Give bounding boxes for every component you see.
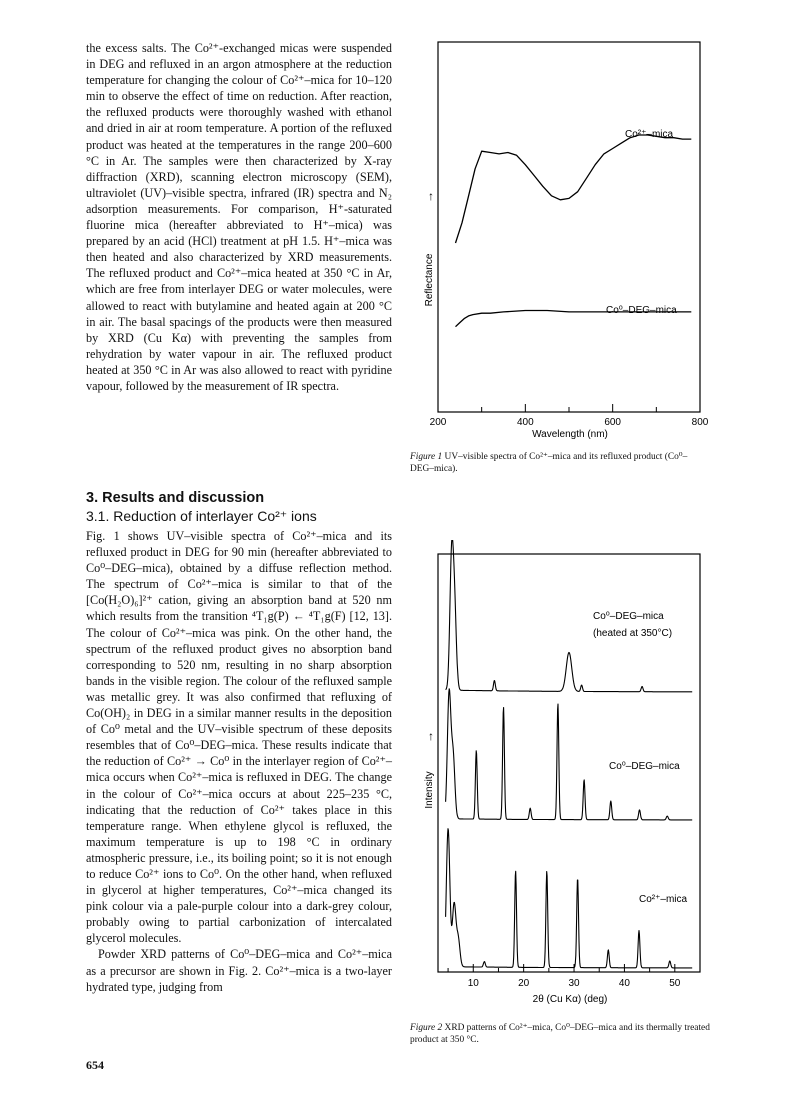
body-paragraph: Powder XRD patterns of Co⁰–DEG–mica and Co²⁺–mica as a precursor are shown in Fig. 2. Co²⁺–mica is a two-layer hydrated type, judging from	[86, 947, 392, 994]
xrd-trace-1	[446, 689, 693, 820]
plot-frame	[438, 42, 700, 412]
x-tick-label: 400	[516, 417, 534, 428]
x-axis-label: Wavelength (nm)	[532, 429, 608, 440]
x-tick-label: 800	[691, 417, 709, 428]
y-axis-label: Intensity	[424, 771, 435, 809]
curve-label-heated: Co⁰–DEG–mica	[593, 611, 664, 622]
x-tick-label: 20	[518, 978, 530, 989]
caption-text: UV–visible spectra of Co²⁺–mica and its refluxed product (Co⁰–DEG–mica).	[410, 452, 688, 474]
figure-2	[410, 540, 710, 1050]
section-heading: 3. Results and discussion	[86, 490, 265, 506]
curve-label-co0-deg-mica: Co⁰–DEG–mica	[606, 305, 677, 316]
uv-vis-chart	[410, 40, 710, 450]
x-tick-label: 10	[467, 978, 479, 989]
subsection-heading: 3.1. Reduction of interlayer Co²⁺ ions	[86, 508, 317, 524]
x-tick-label: 50	[669, 978, 681, 989]
figure-2-caption	[410, 1022, 710, 1046]
x-tick-label: 200	[429, 417, 447, 428]
xrd-chart	[410, 540, 710, 1020]
x-tick-label: 30	[568, 978, 580, 989]
body-paragraph: the excess salts. The Co²⁺-exchanged micas were suspended in DEG and refluxed in an argon atmosphere at the reduction temperature for changing the colour of Co²⁺–mica for 10–120 min to observe the effect of time on reduction. After reaction, the refluxed products were thoroughly washed with ethanol and dried in air at room temperature. A portion of the refluxed product was heated at the temperatures in the range 200–600 °C in Ar. The samples were then characterized by X-ray diffraction (XRD), scanning electron microscopy (SEM), ultraviolet (UV)–visible spectra, infrared (IR) spectra and N₂ adsorption measurements. For comparison, H⁺-saturated fluorine mica (hereafter abbreviated to H⁺–mica) was prepared by an acid (HCl) treatment at pH 1.5. H⁺–mica was then heated and also characterized by XRD measurements. The refluxed product and Co²⁺–mica heated at 350 °C in Ar, which are free from interlayer DEG or water molecules, were allowed to react with butylamine and heated again at 200 °C in air. The basal spacings of the products were then measured by XRD (Cu Kα) with preventing the samples from rehydration by water vapour in air. The refluxed product heated at 350 °C in Ar was also allowed to react with pyridine vapour, followed by the measurement of IR spectra.	[86, 41, 392, 393]
caption-label: Figure 2	[410, 1023, 443, 1033]
y-axis-label: Reflectance	[424, 253, 435, 307]
series-line-0	[456, 135, 692, 243]
curve-label-co0-deg-mica: Co⁰–DEG–mica	[609, 761, 680, 772]
page-number: 654	[86, 1058, 104, 1072]
y-axis-arrow: ↑	[428, 729, 434, 743]
results-section	[86, 490, 392, 995]
curve-label-heated-temp: (heated at 350°C)	[593, 628, 673, 639]
caption-label: Figure 1	[410, 452, 443, 462]
figure-1	[410, 40, 710, 480]
x-axis-label: 2θ (Cu Kα) (deg)	[532, 994, 608, 1005]
body-paragraph: Fig. 1 shows UV–visible spectra of Co²⁺–mica and its refluxed product in DEG for 90 min (hereafter abbreviated to Co⁰–DEG–mica), obtained by a diffuse reflection method. The spectrum of Co²⁺–mica is similar to that of the [Co(H₂O)₆]²⁺ cation, giving an absorption band at 520 nm which results from the transition ⁴T₁g(P) ← ⁴T₁g(F) [12, 13]. The colour of Co²⁺–mica was pink. On the other hand, the spectrum of the refluxed product gives no absorption band corresponding to 520 nm, resulting in no sharp absorption bands in the visible region. The colour of the refluxed sample was metallic grey. It was also confirmed that refluxing of Co(OH)₂ in DEG in a similar manner results in the deposition of Co⁰ metal and the UV–visible spectrum of these deposits resembles that of Co⁰–DEG–mica. These results indicate that the reduction of Co²⁺ → Co⁰ in the interlayer region of Co²⁺–mica occurs when Co²⁺–mica is refluxed in DEG. The change in the colour of Co²⁺–mica occurs at about 225–235 °C, indicating that the reduction of Co²⁺ takes place in this temperature range. When ethylene glycol is refluxed, the maximum temperature is up to 198 °C in ordinary atmospheric pressure, i.e., its boiling point; so it is not enough to reduce Co²⁺ ions to Co⁰. On the other hand, when refluxed in glycerol at higher temperatures, Co²⁺–mica changed its pink colour via a pale-purple colour into a dark-grey colour, probably owing to partial carbonization of intercalated glycerol molecules.	[86, 529, 392, 946]
curve-label-co2-mica: Co²⁺–mica	[625, 129, 674, 140]
curve-label-co2-mica: Co²⁺–mica	[639, 894, 688, 905]
y-axis-arrow: ↑	[428, 189, 434, 203]
x-tick-label: 40	[618, 978, 630, 989]
figure-1-caption	[410, 451, 710, 475]
intro-text-block	[86, 40, 392, 394]
x-tick-label: 600	[604, 417, 622, 428]
caption-text: XRD patterns of Co²⁺–mica, Co⁰–DEG–mica and its thermally treated product at 350 °C.	[410, 1023, 710, 1045]
